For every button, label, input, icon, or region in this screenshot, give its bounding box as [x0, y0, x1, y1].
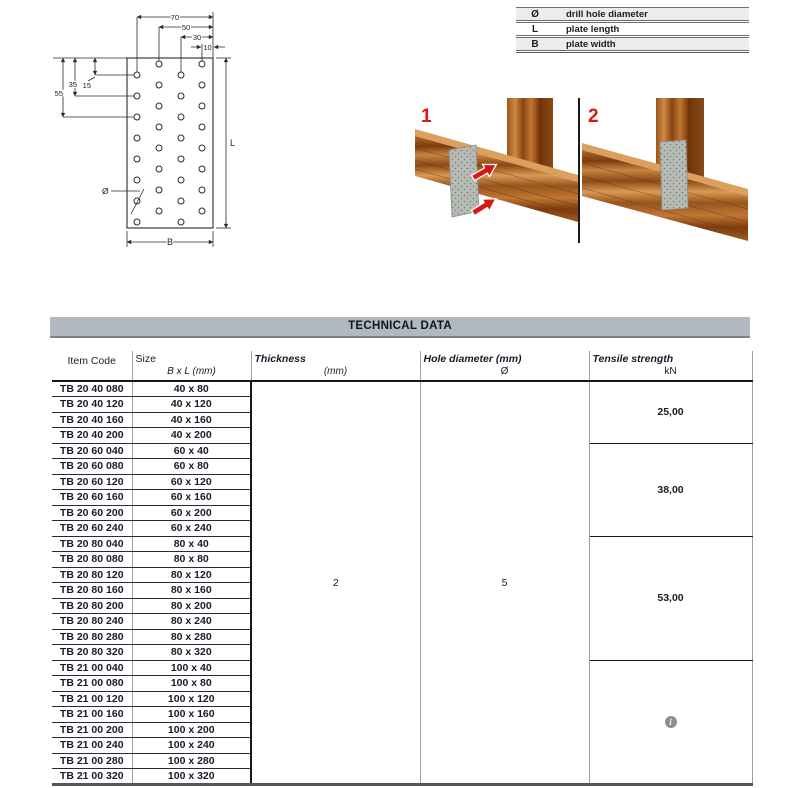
plate-hole	[178, 198, 184, 204]
legend-row-width	[516, 37, 749, 51]
plate-hole	[199, 103, 205, 109]
size-cell: 100 x 80	[132, 676, 251, 692]
plate-hole	[178, 93, 184, 99]
legend-bottom-rule	[516, 52, 749, 53]
tensile-strength-cell: 53,00	[589, 536, 752, 660]
size-cell: 100 x 200	[132, 722, 251, 738]
item-code-cell: TB 20 80 160	[52, 583, 132, 599]
plate-hole	[199, 82, 205, 88]
plate-hole	[156, 103, 162, 109]
header-sublabel: kN	[664, 366, 677, 377]
size-cell: 80 x 120	[132, 567, 251, 583]
header-sublabel: B x L (mm)	[167, 366, 216, 377]
item-code-cell: TB 20 40 200	[52, 428, 132, 444]
item-code-cell: TB 20 80 240	[52, 614, 132, 630]
dim-50-label: 50	[181, 22, 191, 32]
size-cell: 60 x 40	[132, 443, 251, 459]
legend-description: plate width	[566, 38, 616, 50]
item-code-cell: TB 21 00 240	[52, 738, 132, 754]
plate-hole	[156, 145, 162, 151]
size-cell: 80 x 160	[132, 583, 251, 599]
installation-illustrations	[415, 98, 748, 243]
header-hole-diameter	[420, 351, 589, 381]
thickness-value-cell: 2	[251, 381, 420, 785]
header-label: Thickness	[254, 353, 306, 365]
header-label: Tensile strength	[592, 353, 674, 365]
hole-diameter-value-cell: 5	[420, 381, 589, 785]
width-dimension-label: B	[166, 237, 174, 247]
illustration-divider	[578, 98, 580, 243]
header-size	[132, 351, 251, 381]
item-code-cell: TB 20 80 040	[52, 536, 132, 552]
item-code-cell: TB 20 60 200	[52, 505, 132, 521]
dim-30-label: 30	[192, 32, 202, 42]
plate-hole	[199, 145, 205, 151]
plate-holes	[134, 61, 205, 225]
header-sublabel: (mm)	[323, 366, 348, 377]
legend-symbol: B	[531, 38, 539, 50]
item-code-cell: TB 20 40 160	[52, 412, 132, 428]
header-thickness	[251, 351, 420, 381]
plate-hole	[156, 166, 162, 172]
plate-hole	[199, 166, 205, 172]
size-cell: 100 x 160	[132, 707, 251, 723]
item-code-cell: TB 20 80 080	[52, 552, 132, 568]
plate-hole	[178, 72, 184, 78]
plate-hole	[156, 82, 162, 88]
plate-hole	[156, 187, 162, 193]
plate-hole	[134, 219, 140, 225]
plate-hole	[199, 187, 205, 193]
size-cell: 80 x 80	[132, 552, 251, 568]
item-code-cell: TB 20 40 120	[52, 397, 132, 413]
dim-10-label: 10	[203, 42, 212, 52]
step-number: 2	[588, 106, 599, 127]
plate-hole	[156, 208, 162, 214]
item-code-cell: TB 21 00 120	[52, 691, 132, 707]
plate-hole	[134, 135, 140, 141]
size-cell: 100 x 240	[132, 738, 251, 754]
header-tensile-strength	[589, 351, 752, 381]
size-cell: 40 x 200	[132, 428, 251, 444]
plate-dimension-drawing	[40, 4, 240, 256]
dim-35-label: 35	[68, 80, 77, 89]
length-dimension-label: L	[230, 138, 236, 148]
plate-hole	[178, 219, 184, 225]
size-cell: 100 x 280	[132, 753, 251, 769]
item-code-cell: TB 20 60 120	[52, 474, 132, 490]
wood-beam	[415, 136, 578, 222]
size-cell: 60 x 200	[132, 505, 251, 521]
size-cell: 40 x 160	[132, 412, 251, 428]
header-label: Size	[135, 353, 156, 365]
plate-hole	[199, 124, 205, 130]
item-code-cell: TB 20 80 120	[52, 567, 132, 583]
plate-hole	[134, 177, 140, 183]
plate-hole	[199, 208, 205, 214]
item-code-cell: TB 20 80 320	[52, 645, 132, 661]
tensile-strength-cell: 25,00	[589, 381, 752, 443]
legend-symbol: Ø	[531, 8, 539, 20]
plate-hole	[178, 135, 184, 141]
size-cell: 60 x 120	[132, 474, 251, 490]
plate-hole	[178, 156, 184, 162]
size-cell: 60 x 160	[132, 490, 251, 506]
installation-step-2-image	[582, 98, 748, 243]
size-cell: 60 x 80	[132, 459, 251, 475]
plate-hole	[134, 72, 140, 78]
diameter-symbol-label: Ø	[102, 186, 109, 196]
header-label: Hole diameter (mm)	[423, 353, 522, 365]
installation-step-1-image	[415, 98, 578, 243]
item-code-cell: TB 20 60 160	[52, 490, 132, 506]
size-cell: 80 x 40	[132, 536, 251, 552]
legend-description: drill hole diameter	[566, 8, 648, 20]
size-cell: 100 x 120	[132, 691, 251, 707]
item-code-cell: TB 21 00 320	[52, 769, 132, 785]
plate-hole	[178, 114, 184, 120]
dim-55-label: 55	[54, 89, 63, 98]
size-cell: 80 x 320	[132, 645, 251, 661]
plate-hole	[199, 61, 205, 67]
item-code-cell: TB 20 60 080	[52, 459, 132, 475]
size-cell: 40 x 80	[132, 381, 251, 397]
item-code-cell: TB 20 60 040	[52, 443, 132, 459]
size-cell: 80 x 200	[132, 598, 251, 614]
technical-data-title: TECHNICAL DATA	[50, 317, 750, 338]
dim-70-label: 70	[170, 12, 180, 22]
table-header	[52, 351, 752, 381]
step-number: 1	[421, 106, 432, 127]
tensile-strength-cell	[589, 660, 752, 785]
wood-post-side	[539, 98, 553, 176]
size-cell: 100 x 40	[132, 660, 251, 676]
size-cell: 80 x 240	[132, 614, 251, 630]
size-cell: 80 x 280	[132, 629, 251, 645]
item-code-cell: TB 20 80 280	[52, 629, 132, 645]
plate-hole	[134, 114, 140, 120]
legend-row-length	[516, 22, 749, 36]
plate-hole	[134, 156, 140, 162]
size-cell: 40 x 120	[132, 397, 251, 413]
tensile-strength-cell: 38,00	[589, 443, 752, 536]
dim-15-label: 15	[82, 81, 91, 90]
plate-hole	[178, 177, 184, 183]
symbol-legend	[516, 7, 749, 53]
info-icon[interactable]: i	[665, 716, 677, 728]
perforated-plate	[660, 140, 688, 210]
item-code-cell: TB 21 00 160	[52, 707, 132, 723]
size-cell: 60 x 240	[132, 521, 251, 537]
header-item-code	[52, 351, 132, 381]
item-code-cell: TB 21 00 280	[52, 753, 132, 769]
legend-symbol: L	[531, 23, 539, 35]
technical-table-body	[52, 381, 752, 785]
item-code-cell: TB 21 00 040	[52, 660, 132, 676]
item-code-cell: TB 21 00 200	[52, 722, 132, 738]
size-cell: 100 x 320	[132, 769, 251, 785]
legend-row-diameter	[516, 7, 749, 21]
item-code-cell: TB 20 40 080	[52, 381, 132, 397]
item-code-cell: TB 20 80 200	[52, 598, 132, 614]
table-row	[52, 381, 752, 397]
plate-hole	[134, 93, 140, 99]
plate-hole	[156, 61, 162, 67]
item-code-cell: TB 21 00 080	[52, 676, 132, 692]
technical-data-table	[52, 351, 753, 786]
plate-hole	[156, 124, 162, 130]
header-sublabel: Ø	[500, 366, 509, 377]
legend-description: plate length	[566, 23, 620, 35]
header-label: Item Code	[67, 355, 116, 367]
item-code-cell: TB 20 60 240	[52, 521, 132, 537]
